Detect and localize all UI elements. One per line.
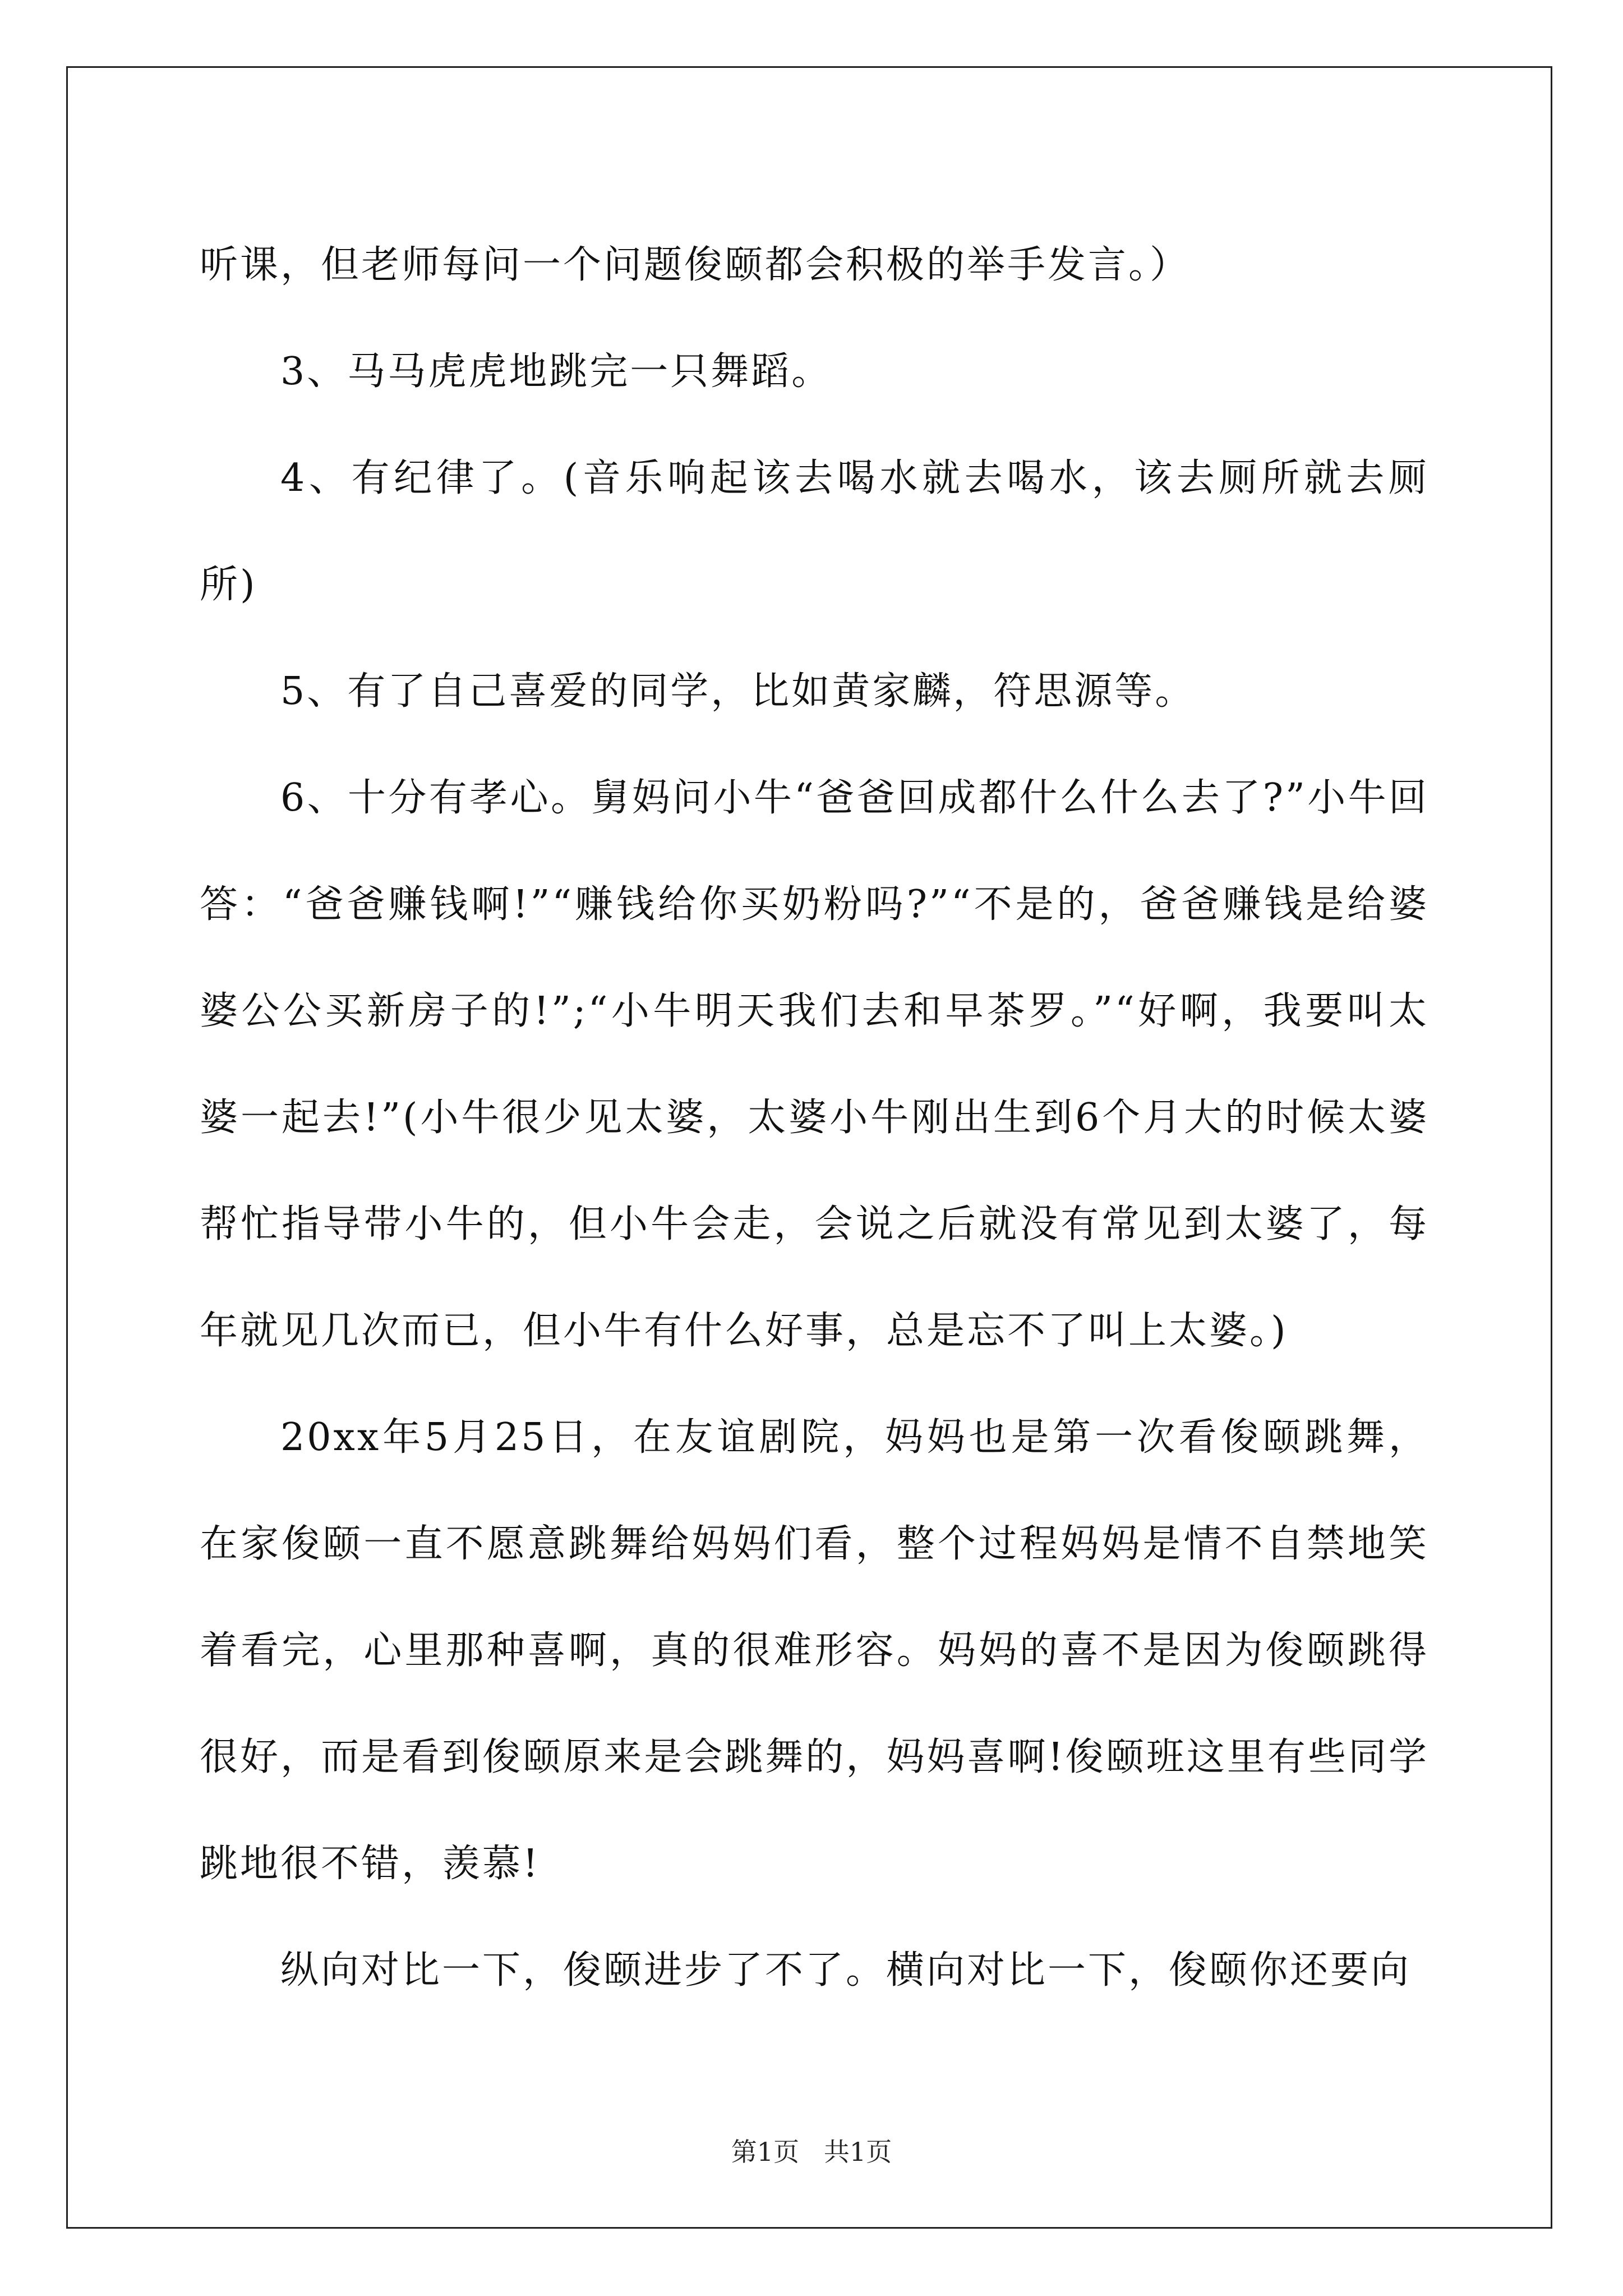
paragraph-2: 3、马马虎虎地跳完一只舞蹈。 <box>280 349 832 394</box>
page-footer: 第1页 共1页 <box>731 2137 892 2167</box>
paragraph-1: 听课，但老师每问一个问题俊颐都会积极的举手发言。） <box>200 243 1191 287</box>
document-body <box>200 212 1429 2024</box>
paragraph-6: 20xx年5月25日，在友谊剧院，妈妈也是第一次看俊颐跳舞，在家俊颐一直不愿意跳舞给妈妈们看，整个过程妈妈是情不自禁地笑着看完，心里那种喜啊，真的很难形容。妈妈的喜不是因为俊颐跳得很好，而是看到俊颐原来是会跳舞的，妈妈喜啊!俊颐班这里有些同学跳地很不错，羡慕! <box>200 1415 1429 1886</box>
paragraph-7: 纵向对比一下，俊颐进步了不了。横向对比一下，俊颐你还要向 <box>280 1948 1412 1993</box>
paragraph-3: 4、有纪律了。(音乐响起该去喝水就去喝水，该去厕所就去厕所) <box>200 456 1429 607</box>
paragraph-4: 5、有了自己喜爱的同学，比如黄家麟，符思源等。 <box>280 669 1196 714</box>
paragraph-5: 6、十分有孝心。舅妈问小牛“爸爸回成都什么什么去了?”小牛回答：“爸爸赚钱啊!”“赚钱给你买奶粉吗?”“不是的，爸爸赚钱是给婆婆公公买新房子的!”;“小牛明天我们去和早茶罗。”“好啊，我要叫太婆一起去!”(小牛很少见太婆，太婆小牛刚出生到6个月大的时候太婆帮忙指导带小牛的，但小牛会走，会说之后就没有常见到太婆了，每年就见几次而已，但小牛有什么好事，总是忘不了叫上太婆。) <box>200 776 1429 1353</box>
